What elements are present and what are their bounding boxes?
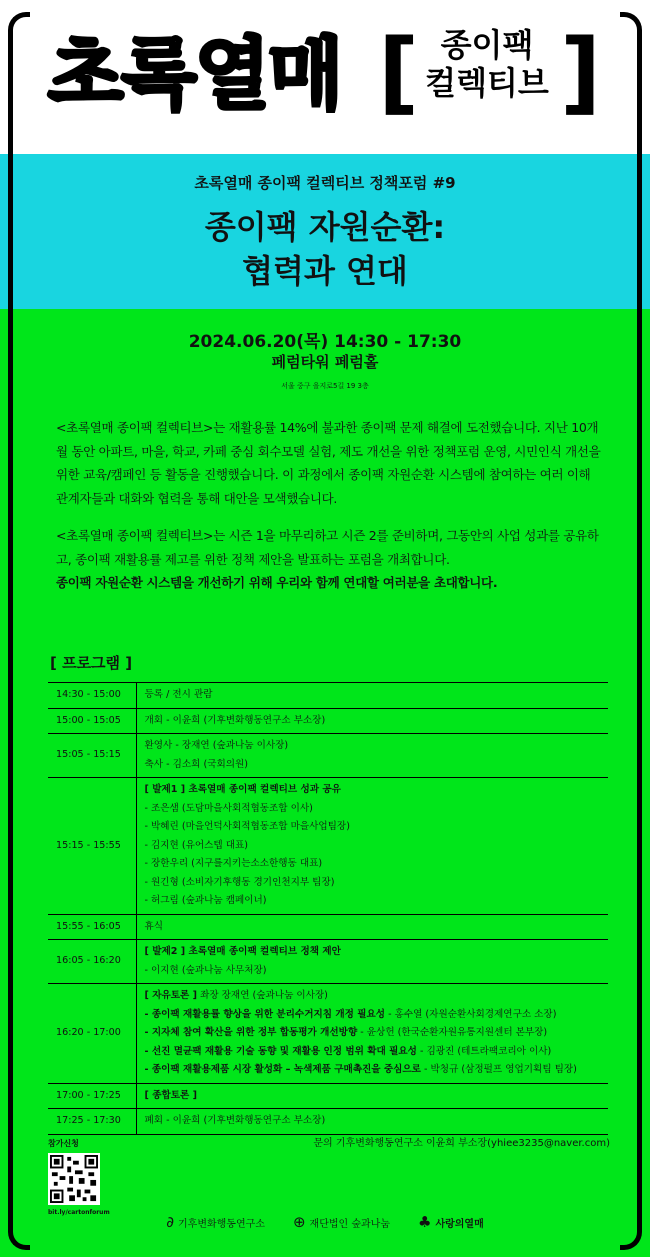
program-line: - 박혜린 (마을언덕사회적협동조합 마을사업팀장) xyxy=(144,821,350,832)
logo-sub xyxy=(412,26,562,102)
forum-banner xyxy=(0,154,650,309)
program-line: 개회 - 이윤희 (기후변화행동연구소 부소장) xyxy=(144,714,326,726)
program-line: - 김지현 (유어스텝 대표) xyxy=(144,839,249,851)
program-row xyxy=(48,984,608,1084)
program-detail xyxy=(136,683,608,709)
program-row xyxy=(48,683,608,709)
program-detail xyxy=(136,778,608,915)
program-topic-speaker: - 윤상헌 (한국순환자원유통지원센터 본부장) xyxy=(357,1027,548,1038)
program-row xyxy=(48,778,608,915)
program-line: 폐회 - 이윤희 (기후변화행동연구소 부소장) xyxy=(144,1115,326,1126)
program-row xyxy=(48,734,608,778)
program-line: 축사 - 김소희 (국회의원) xyxy=(144,758,249,770)
program-time: 14:30 - 15:00 xyxy=(48,683,136,709)
event-address: 서울 중구 을지로5길 19 3층 xyxy=(281,382,369,390)
program-line: - 허그림 (숲과나눔 캠페이너) xyxy=(144,895,267,906)
logo-sub-line1: 종이팩 xyxy=(440,26,534,64)
program-time: 15:05 - 15:15 xyxy=(48,734,136,778)
partner-name: 기후변화행동연구소 xyxy=(178,1218,265,1230)
main-content xyxy=(0,309,650,1257)
program-row xyxy=(48,914,608,940)
header xyxy=(0,0,650,154)
program-detail xyxy=(136,708,608,734)
program-session-chair: 좌장 장재연 (숲과나눔 이사장) xyxy=(197,990,328,1001)
program-session-title: [ 발제2 ] 초록열매 종이팩 컬렉티브 정책 제안 xyxy=(144,946,341,957)
program-line: - 장한우리 (지구를지키는소소한행동 대표) xyxy=(144,858,323,869)
tree-logo-icon: ♣ xyxy=(418,1213,432,1231)
program-session-title: [ 자유토론 ] xyxy=(144,990,198,1001)
partner-name: 재단법인 숲과나눔 xyxy=(309,1218,390,1230)
program-line: 등록 / 전시 관람 xyxy=(144,689,213,700)
program-row xyxy=(48,1109,608,1135)
frame-bracket-right xyxy=(620,12,642,1250)
program-time: 15:55 - 16:05 xyxy=(48,914,136,940)
program-topic-speaker: - 홍수열 (자원순환사회경제연구소 소장) xyxy=(385,1008,557,1020)
program-topic-title: - 종이팩 재활용제품 시장 활성화 – 녹색제품 구매촉진을 중심으로 xyxy=(144,1064,421,1075)
program-detail xyxy=(136,1109,608,1135)
qr-code-graphic xyxy=(50,1155,98,1203)
logo-bracket-close: ] xyxy=(560,20,602,125)
program-time: 15:15 - 15:55 xyxy=(48,778,136,915)
logo-main xyxy=(48,20,341,130)
program-line: - 조은샘 (도담마을사회적협동조합 이사) xyxy=(144,802,313,814)
intro-invitation: 종이팩 자원순환 시스템을 개선하기 위해 우리와 함께 연대할 여러분을 초대합니다. xyxy=(56,575,498,590)
partner-name: 사랑의열매 xyxy=(435,1218,484,1230)
program-topic xyxy=(145,1043,601,1062)
program-row xyxy=(48,940,608,984)
program-line: - 원긴형 (소비자기후행동 경기인천지부 팀장) xyxy=(144,876,335,888)
program-session-title: [ 발제1 ] 초록열매 종이팩 컬렉티브 성과 공유 xyxy=(144,784,341,795)
program-topic-title: - 선진 멸균팩 재활용 기술 동향 및 재활용 인정 범위 확대 필요성 xyxy=(144,1045,417,1057)
contact-info: 문의 기후변화행동연구소 이윤희 부소장(yhiee3235@naver.com) xyxy=(313,1138,610,1149)
program-time: 16:05 - 16:20 xyxy=(48,940,136,984)
program-topic xyxy=(145,1006,601,1025)
qr-url[interactable]: bit.ly/cartonforum xyxy=(48,1209,110,1216)
program-topic xyxy=(145,1061,601,1080)
intro-paragraph-1: <초록열매 종이팩 컬렉티브>는 재활용률 14%에 불과한 종이팩 문제 해결에 도전했습니다. 지난 10개월 동안 아파트, 마을, 학교, 카페 중심 회수모델 실험, 제도 개선을 위한 정책포럼 운영, 시민인식 개선을 위한 교육/캠페인 등 활동을 진행했습니다. 이 과정에서 종이팩 자원순환 시스템에 참여하는 여러 이해관계자들과 대화와 협력을 통해 대안을 모색했습니다. xyxy=(56,420,601,506)
program-line: - 이지현 (숲과나눔 사무처장) xyxy=(144,964,267,976)
program-topic-title: - 종이팩 재활용률 향상을 위한 분리수거지침 개정 필요성 xyxy=(144,1008,386,1020)
forum-title-line1: 종이팩 자원순환: xyxy=(204,208,446,246)
program-session-title: [ 종합토론 ] xyxy=(144,1089,198,1101)
program-detail xyxy=(136,734,608,778)
forum-title-line2: 협력과 연대 xyxy=(242,252,408,290)
program-line: 휴식 xyxy=(144,920,164,932)
program-time: 16:20 - 17:00 xyxy=(48,984,136,1084)
program-detail xyxy=(136,940,608,984)
program-line: 환영사 - 장재연 (숲과나눔 이사장) xyxy=(144,740,289,751)
program-detail xyxy=(136,914,608,940)
intro-paragraph-2 xyxy=(56,524,601,595)
qr-code-icon[interactable] xyxy=(48,1153,100,1205)
program-time: 15:00 - 15:05 xyxy=(48,708,136,734)
program-detail xyxy=(136,1083,608,1109)
forum-label: 초록열매 종이팩 컬렉티브 정책포럼 #9 xyxy=(194,174,456,192)
program-heading: [ 프로그램 ] xyxy=(50,654,133,672)
globe-logo-icon: ⊕ xyxy=(292,1213,306,1231)
logo-sub-line2: 컬렉티브 xyxy=(425,64,549,102)
spiral-logo-icon: ∂ xyxy=(166,1213,174,1231)
intro-paragraph-2-text: <초록열매 종이팩 컬렉티브>는 시즌 1을 마무리하고 시즌 2를 준비하며, 그동안의 사업 성과를 공유하고, 종이팩 재활용률 제고를 위한 정책 제안을 발표하는 포럼을 개최합니다. xyxy=(56,528,599,567)
qr-label: 참가신청 xyxy=(48,1139,79,1148)
partner-climate-institute xyxy=(166,1213,265,1231)
program-row xyxy=(48,708,608,734)
partner-community-chest xyxy=(418,1213,484,1231)
logo-bracket-open: [ xyxy=(378,20,420,125)
forum-title xyxy=(0,205,650,293)
program-detail xyxy=(136,984,608,1084)
partner-logos xyxy=(0,1213,650,1231)
partner-forest-foundation xyxy=(293,1213,390,1231)
program-topic-speaker: - 김광진 (테트라팩코리아 이사) xyxy=(416,1045,552,1057)
program-table xyxy=(48,682,608,1135)
program-time: 17:00 - 17:25 xyxy=(48,1083,136,1109)
event-datetime: 2024.06.20(목) 14:30 - 17:30 xyxy=(188,332,462,352)
frame-bracket-left xyxy=(8,12,30,1250)
program-topic-speaker: - 박청규 (삼정펄프 영업기획팀 팀장) xyxy=(420,1064,577,1075)
program-row xyxy=(48,1083,608,1109)
program-topic-title: - 지자체 참여 확산을 위한 정부 합동평가 개선방향 xyxy=(144,1027,358,1038)
logo-main-text: 초록열매 xyxy=(48,30,342,120)
event-venue: 페럼타워 페럼홀 xyxy=(271,353,379,371)
program-time: 17:25 - 17:30 xyxy=(48,1109,136,1135)
program-topic xyxy=(145,1024,601,1043)
